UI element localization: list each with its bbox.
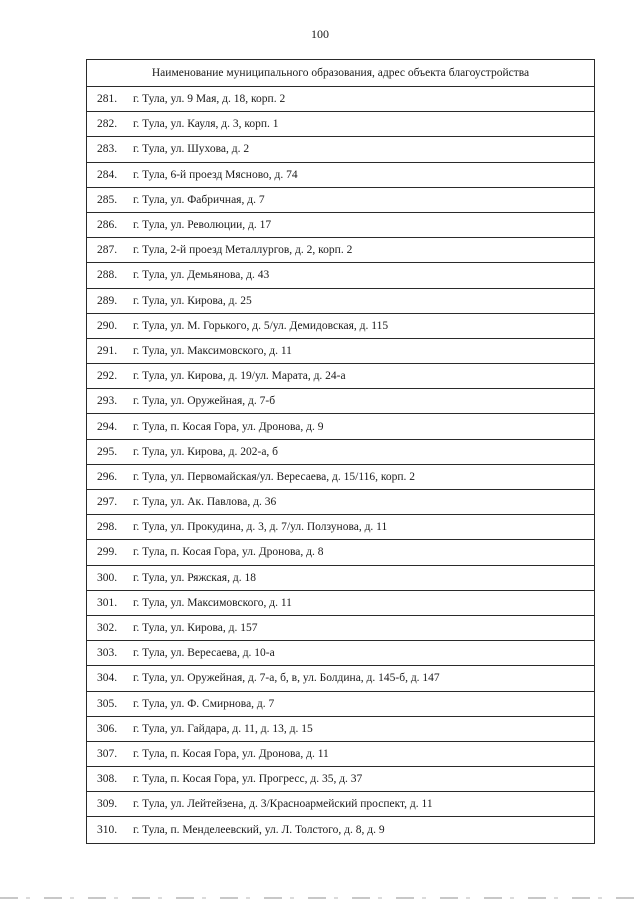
row-address: г. Тула, ул. Максимовского, д. 11 <box>133 596 292 609</box>
row-number: 300. <box>97 571 118 584</box>
row-number: 305. <box>97 697 118 710</box>
row-address: г. Тула, ул. Кирова, д. 202-а, б <box>133 445 279 458</box>
table-row <box>87 540 594 565</box>
row-number: 309. <box>97 798 118 811</box>
table-row <box>87 238 594 263</box>
table-row <box>87 364 594 389</box>
row-address: г. Тула, ул. 9 Мая, д. 18, корп. 2 <box>133 93 286 106</box>
row-number: 297. <box>97 496 118 509</box>
table-row <box>87 339 594 364</box>
row-address: г. Тула, ул. Фабричная, д. 7 <box>133 193 265 206</box>
table-row <box>87 87 594 112</box>
table-row <box>87 692 594 717</box>
row-address: г. Тула, ул. Кирова, д. 19/ул. Марата, д. 24-а <box>133 370 346 383</box>
row-address: г. Тула, ул. Демьянова, д. 43 <box>133 269 270 282</box>
row-number: 287. <box>97 244 118 257</box>
row-address: г. Тула, п. Косая Гора, ул. Дронова, д. 8 <box>133 546 324 559</box>
table-header: Наименование муниципального образования, адрес объекта благоустройства <box>87 60 594 87</box>
table-row <box>87 666 594 691</box>
row-number: 283. <box>97 143 118 156</box>
row-address: г. Тула, ул. Кирова, д. 157 <box>133 622 258 635</box>
row-address: г. Тула, п. Менделеевский, ул. Л. Толстого, д. 8, д. 9 <box>133 824 385 837</box>
address-table <box>86 59 595 844</box>
table-row <box>87 616 594 641</box>
row-number: 296. <box>97 470 118 483</box>
row-address: г. Тула, ул. Революции, д. 17 <box>133 219 272 232</box>
row-address: г. Тула, ул. Ак. Павлова, д. 36 <box>133 496 277 509</box>
page-number: 100 <box>311 27 329 41</box>
row-address: г. Тула, ул. Первомайская/ул. Вересаева, д. 15/116, корп. 2 <box>133 470 416 483</box>
row-number: 304. <box>97 672 118 685</box>
row-number: 306. <box>97 722 118 735</box>
row-address: г. Тула, ул. Гайдара, д. 11, д. 13, д. 15 <box>133 722 313 735</box>
table-row <box>87 566 594 591</box>
row-number: 289. <box>97 294 118 307</box>
table-row <box>87 641 594 666</box>
row-address: г. Тула, ул. Оружейная, д. 7-а, б, в, ул. Болдина, д. 145-б, д. 147 <box>133 672 440 685</box>
row-address: г. Тула, ул. Прокудина, д. 3, д. 7/ул. Ползунова, д. 11 <box>133 521 388 534</box>
row-number: 288. <box>97 269 118 282</box>
table-row <box>87 263 594 288</box>
table-row <box>87 767 594 792</box>
table-row <box>87 792 594 817</box>
table-row <box>87 389 594 414</box>
table-row <box>87 112 594 137</box>
row-number: 299. <box>97 546 118 559</box>
table-row <box>87 515 594 540</box>
table-row <box>87 591 594 616</box>
table-row <box>87 490 594 515</box>
row-address: г. Тула, п. Косая Гора, ул. Дронова, д. 9 <box>133 420 324 433</box>
row-number: 286. <box>97 219 118 232</box>
row-number: 302. <box>97 622 118 635</box>
row-number: 285. <box>97 193 118 206</box>
row-address: г. Тула, ул. Оружейная, д. 7-б <box>133 395 276 408</box>
row-number: 295. <box>97 445 118 458</box>
table-body <box>87 87 594 843</box>
row-address: г. Тула, ул. Ф. Смирнова, д. 7 <box>133 697 275 710</box>
row-address: г. Тула, ул. М. Горького, д. 5/ул. Демидовская, д. 115 <box>133 319 389 332</box>
row-number: 310. <box>97 824 118 837</box>
table-row <box>87 163 594 188</box>
row-address: г. Тула, 2-й проезд Металлургов, д. 2, корп. 2 <box>133 244 353 257</box>
table-row <box>87 289 594 314</box>
table-row <box>87 414 594 439</box>
row-address: г. Тула, ул. Ряжская, д. 18 <box>133 571 256 584</box>
table-row <box>87 188 594 213</box>
row-address: г. Тула, ул. Кирова, д. 25 <box>133 294 252 307</box>
row-number: 291. <box>97 344 118 357</box>
table-row <box>87 817 594 842</box>
row-number: 293. <box>97 395 118 408</box>
row-number: 284. <box>97 168 118 181</box>
table-row <box>87 213 594 238</box>
row-number: 298. <box>97 521 118 534</box>
table-row <box>87 137 594 162</box>
row-number: 282. <box>97 118 118 131</box>
row-number: 303. <box>97 647 118 660</box>
row-number: 290. <box>97 319 118 332</box>
row-number: 294. <box>97 420 118 433</box>
table-row <box>87 717 594 742</box>
row-address: г. Тула, ул. Вересаева, д. 10-а <box>133 647 275 660</box>
row-number: 307. <box>97 747 118 760</box>
row-address: г. Тула, п. Косая Гора, ул. Прогресс, д. 35, д. 37 <box>133 773 363 786</box>
row-number: 308. <box>97 773 118 786</box>
table-row <box>87 440 594 465</box>
scan-artifact-line <box>0 897 640 899</box>
row-address: г. Тула, ул. Лейтейзена, д. 3/Красноармейский проспект, д. 11 <box>133 798 433 811</box>
row-number: 292. <box>97 370 118 383</box>
row-number: 281. <box>97 93 118 106</box>
row-address: г. Тула, ул. Шухова, д. 2 <box>133 143 250 156</box>
table-row <box>87 314 594 339</box>
row-address: г. Тула, п. Косая Гора, ул. Дронова, д. 11 <box>133 747 329 760</box>
table-row <box>87 465 594 490</box>
row-number: 301. <box>97 596 118 609</box>
row-address: г. Тула, ул. Максимовского, д. 11 <box>133 344 292 357</box>
row-address: г. Тула, ул. Кауля, д. 3, корп. 1 <box>133 118 279 131</box>
row-address: г. Тула, 6-й проезд Мясново, д. 74 <box>133 168 298 181</box>
table-row <box>87 742 594 767</box>
